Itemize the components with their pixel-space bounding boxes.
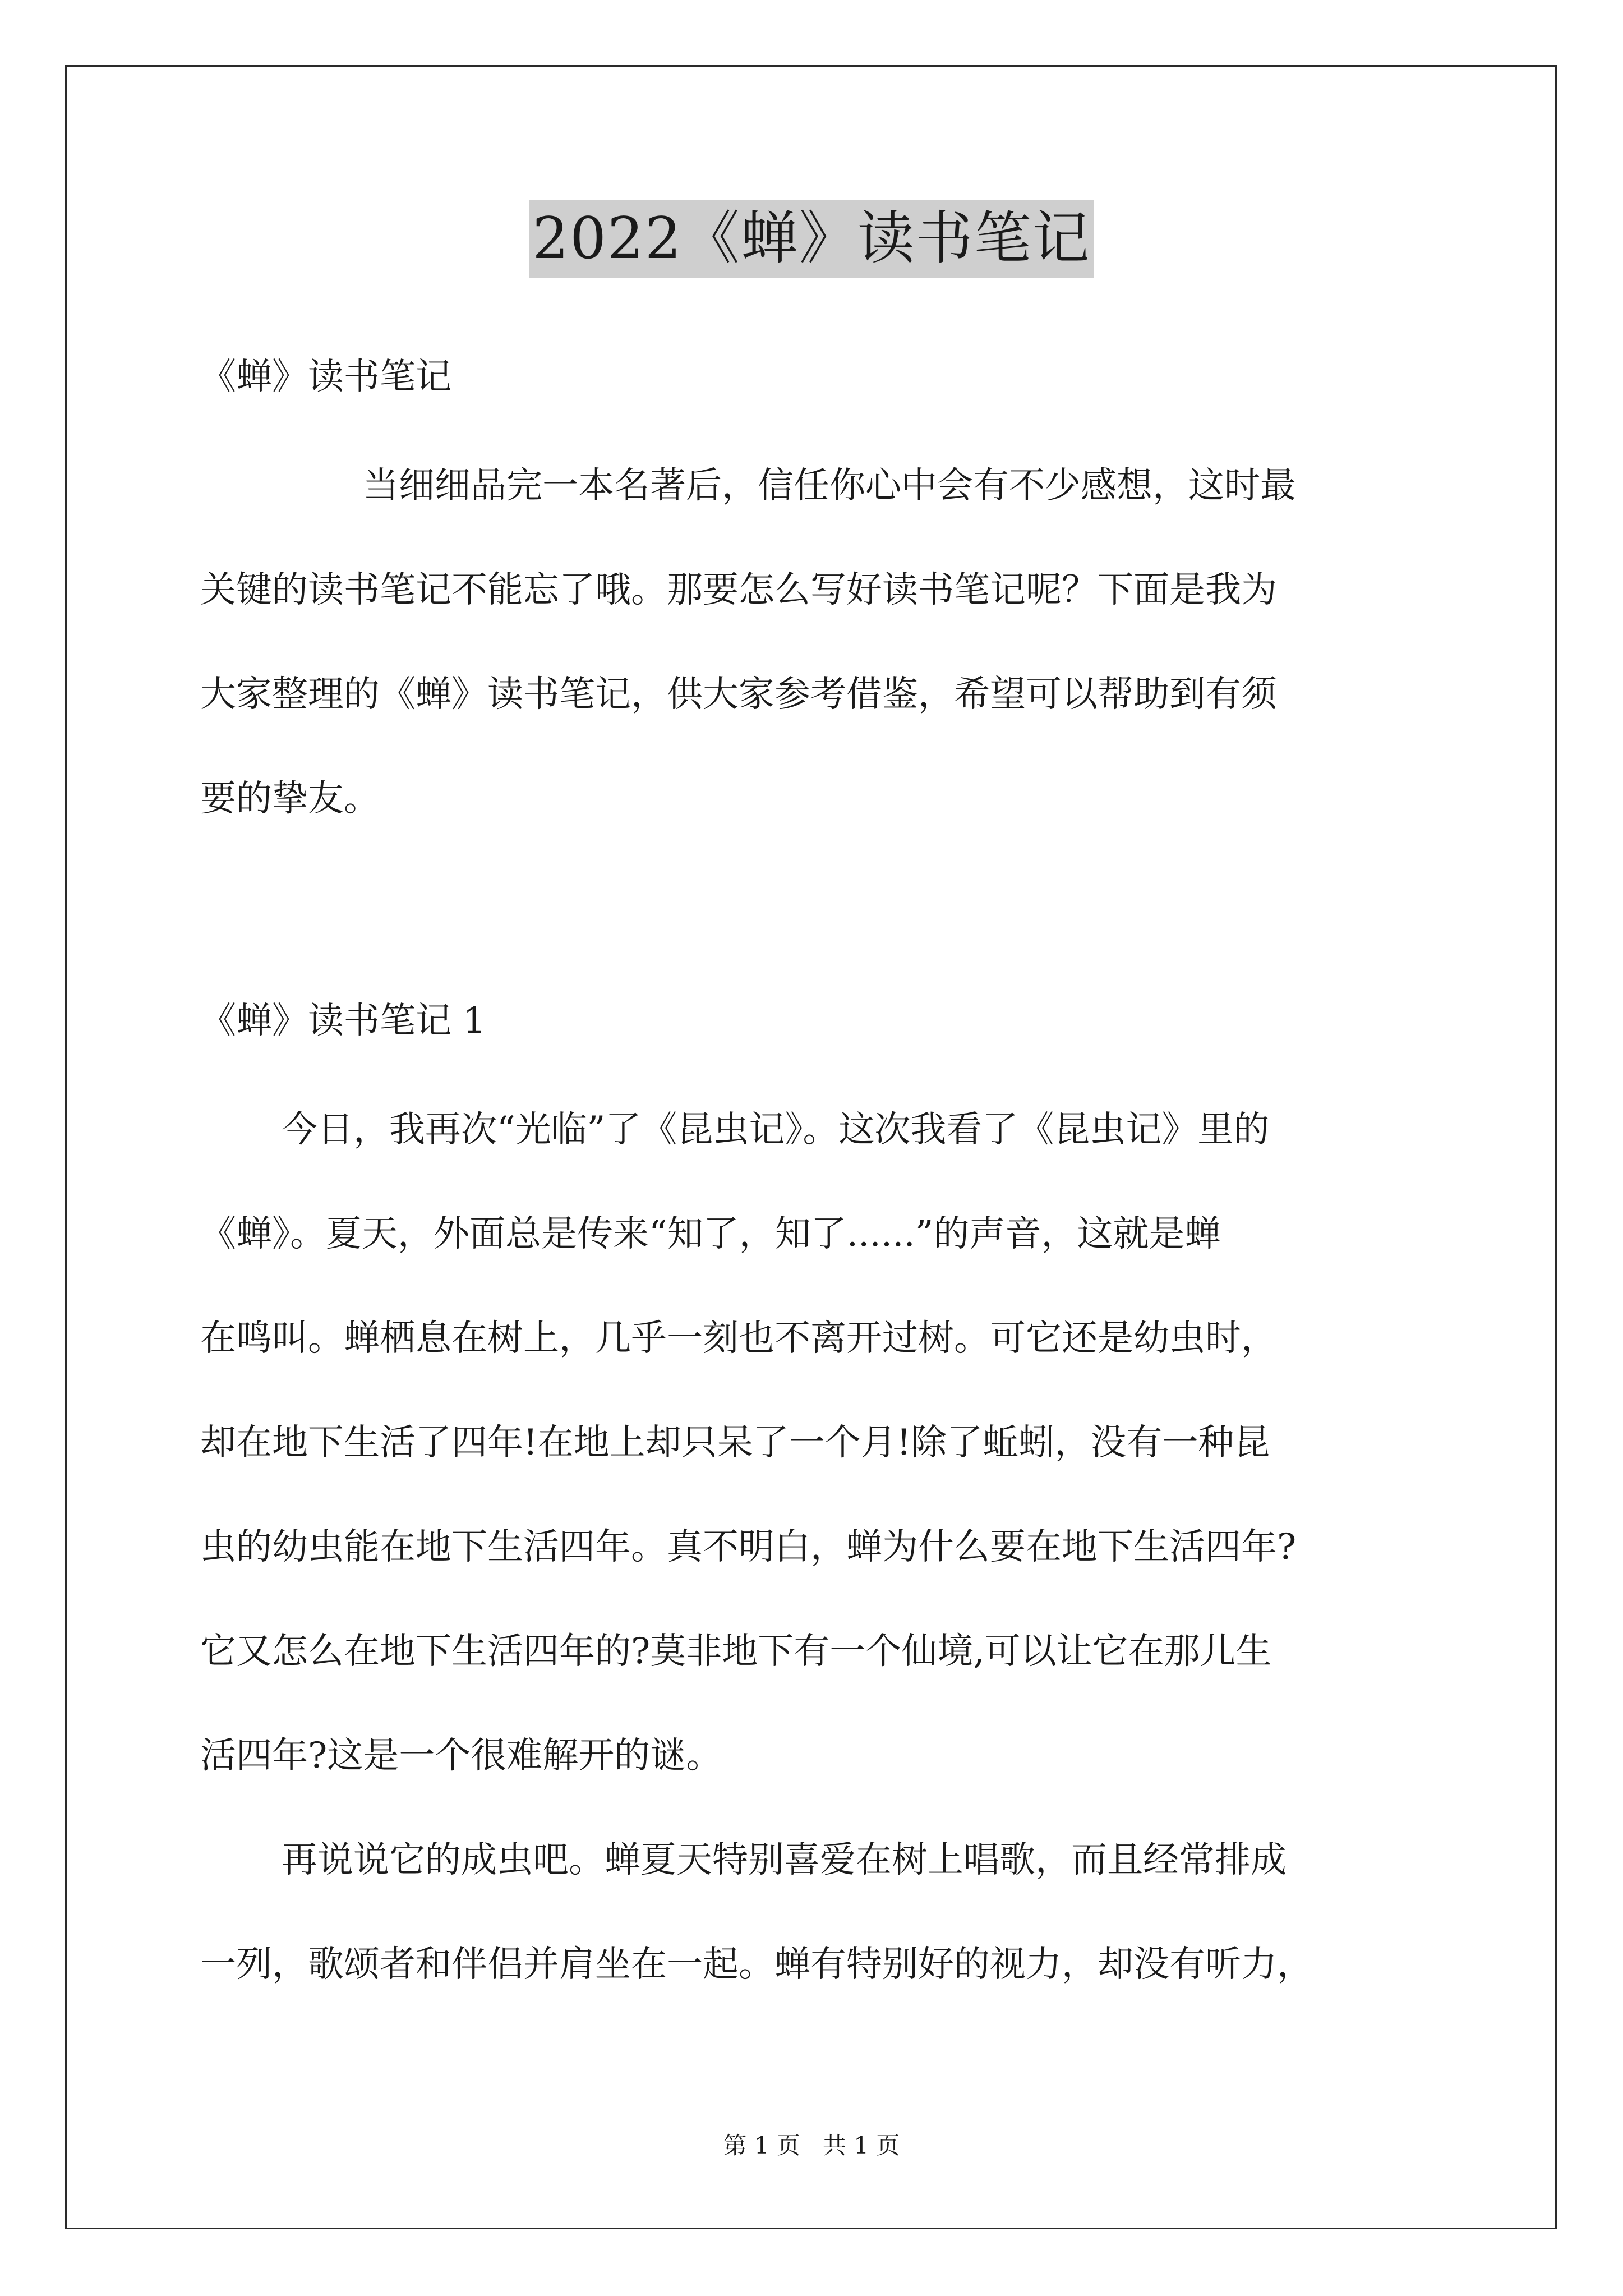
paragraph-line: 《蝉》。夏天，外面总是传来“知了，知了......”的声音，这就是蝉 xyxy=(200,1213,1221,1255)
paragraph-line: 却在地下生活了四年!在地上却只呆了一个月!除了蚯蚓，没有一种昆 xyxy=(200,1422,1270,1464)
paragraph-line: 它又怎么在地下生活四年的?莫非地下有一个仙境,可以让它在那儿生 xyxy=(200,1631,1272,1672)
paragraph-line: 在鸣叫。蝉栖息在树上，几乎一刻也不离开过树。可它还是幼虫时， xyxy=(200,1318,1277,1359)
page-footer xyxy=(0,2129,1623,2162)
paragraph-line: 活四年?这是一个很难解开的谜。 xyxy=(200,1735,722,1777)
paragraph-line: 大家整理的《蝉》读书笔记，供大家参考借鉴，希望可以帮助到有须 xyxy=(200,674,1277,715)
document-title: 2022《蝉》读书笔记 xyxy=(529,200,1094,278)
paragraph-line: 要的挚友。 xyxy=(200,778,380,820)
paragraph-line: 今日，我再次“光临”了《昆虫记》。这次我看了《昆虫记》里的 xyxy=(282,1109,1270,1151)
paragraph-line: 当细细品完一本名著后，信任你心中会有不少感想，这时最 xyxy=(363,465,1296,507)
intro-paragraph xyxy=(200,434,1423,851)
intro-heading: 《蝉》读书笔记 xyxy=(200,356,451,398)
section-heading: 《蝉》读书笔记 1 xyxy=(200,1000,486,1042)
page-number: 第 1 页 xyxy=(723,2132,800,2159)
paragraph-line: 再说说它的成虫吧。蝉夏天特别喜爱在树上唱歌，而且经常排成 xyxy=(282,1839,1287,1881)
paragraph-line: 关键的读书笔记不能忘了哦。那要怎么写好读书笔记呢？下面是我为 xyxy=(200,569,1277,611)
title-container xyxy=(0,200,1623,278)
paragraph-line: 一列，歌颂者和伴侣并肩坐在一起。蝉有特别好的视力，却没有听力， xyxy=(200,1944,1313,1985)
paragraph-line: 虫的幼虫能在地下生活四年。真不明白，蝉为什么要在地下生活四年? xyxy=(200,1526,1297,1568)
page-total: 共 1 页 xyxy=(823,2132,900,2159)
section1-paragraph-1 xyxy=(200,1078,1423,1808)
section1-paragraph-2 xyxy=(200,1808,1423,2017)
